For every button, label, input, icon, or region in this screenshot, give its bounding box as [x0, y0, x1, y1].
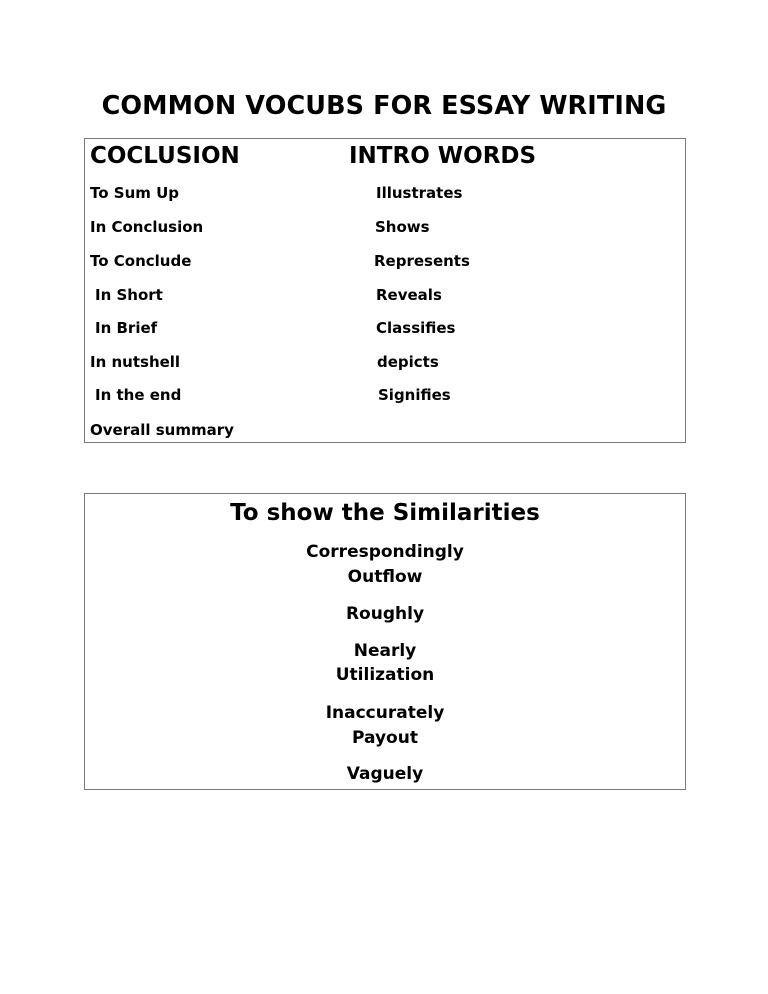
intro-word-item: Classifies: [376, 319, 456, 337]
similarity-word: Utilization: [335, 665, 435, 685]
intro-word-item: Represents: [374, 252, 470, 270]
intro-word-item: Illustrates: [376, 184, 463, 202]
intro-word-item: depicts: [377, 353, 439, 371]
similarity-word: Vaguely: [346, 764, 424, 784]
similarity-word: Payout: [352, 728, 418, 748]
similarities-title: To show the Similarities: [230, 500, 540, 526]
intro-words-column-header: INTRO WORDS: [349, 143, 537, 169]
similarity-word: Roughly: [345, 604, 425, 624]
conclusion-item: In Short: [95, 286, 163, 304]
conclusion-item: To Conclude: [90, 252, 192, 270]
conclusion-item: To Sum Up: [90, 184, 180, 202]
page-title: COMMON VOCUBS FOR ESSAY WRITING: [101, 91, 667, 121]
conclusion-item: In Brief: [95, 319, 158, 337]
similarity-word: Nearly: [353, 641, 417, 661]
similarity-word: Inaccurately: [325, 703, 445, 723]
intro-word-item: Reveals: [376, 286, 442, 304]
similarity-word: Correspondingly: [306, 542, 464, 562]
intro-word-item: Shows: [375, 218, 430, 236]
conclusion-item: Overall summary: [90, 421, 234, 439]
conclusion-item: In nutshell: [90, 353, 181, 371]
conclusion-item: In Conclusion: [90, 218, 204, 236]
conclusion-column-header: COCLUSION: [90, 143, 240, 169]
intro-word-item: Signifies: [378, 386, 451, 404]
conclusion-item: In the end: [95, 386, 182, 404]
similarity-word: Outflow: [347, 567, 423, 587]
